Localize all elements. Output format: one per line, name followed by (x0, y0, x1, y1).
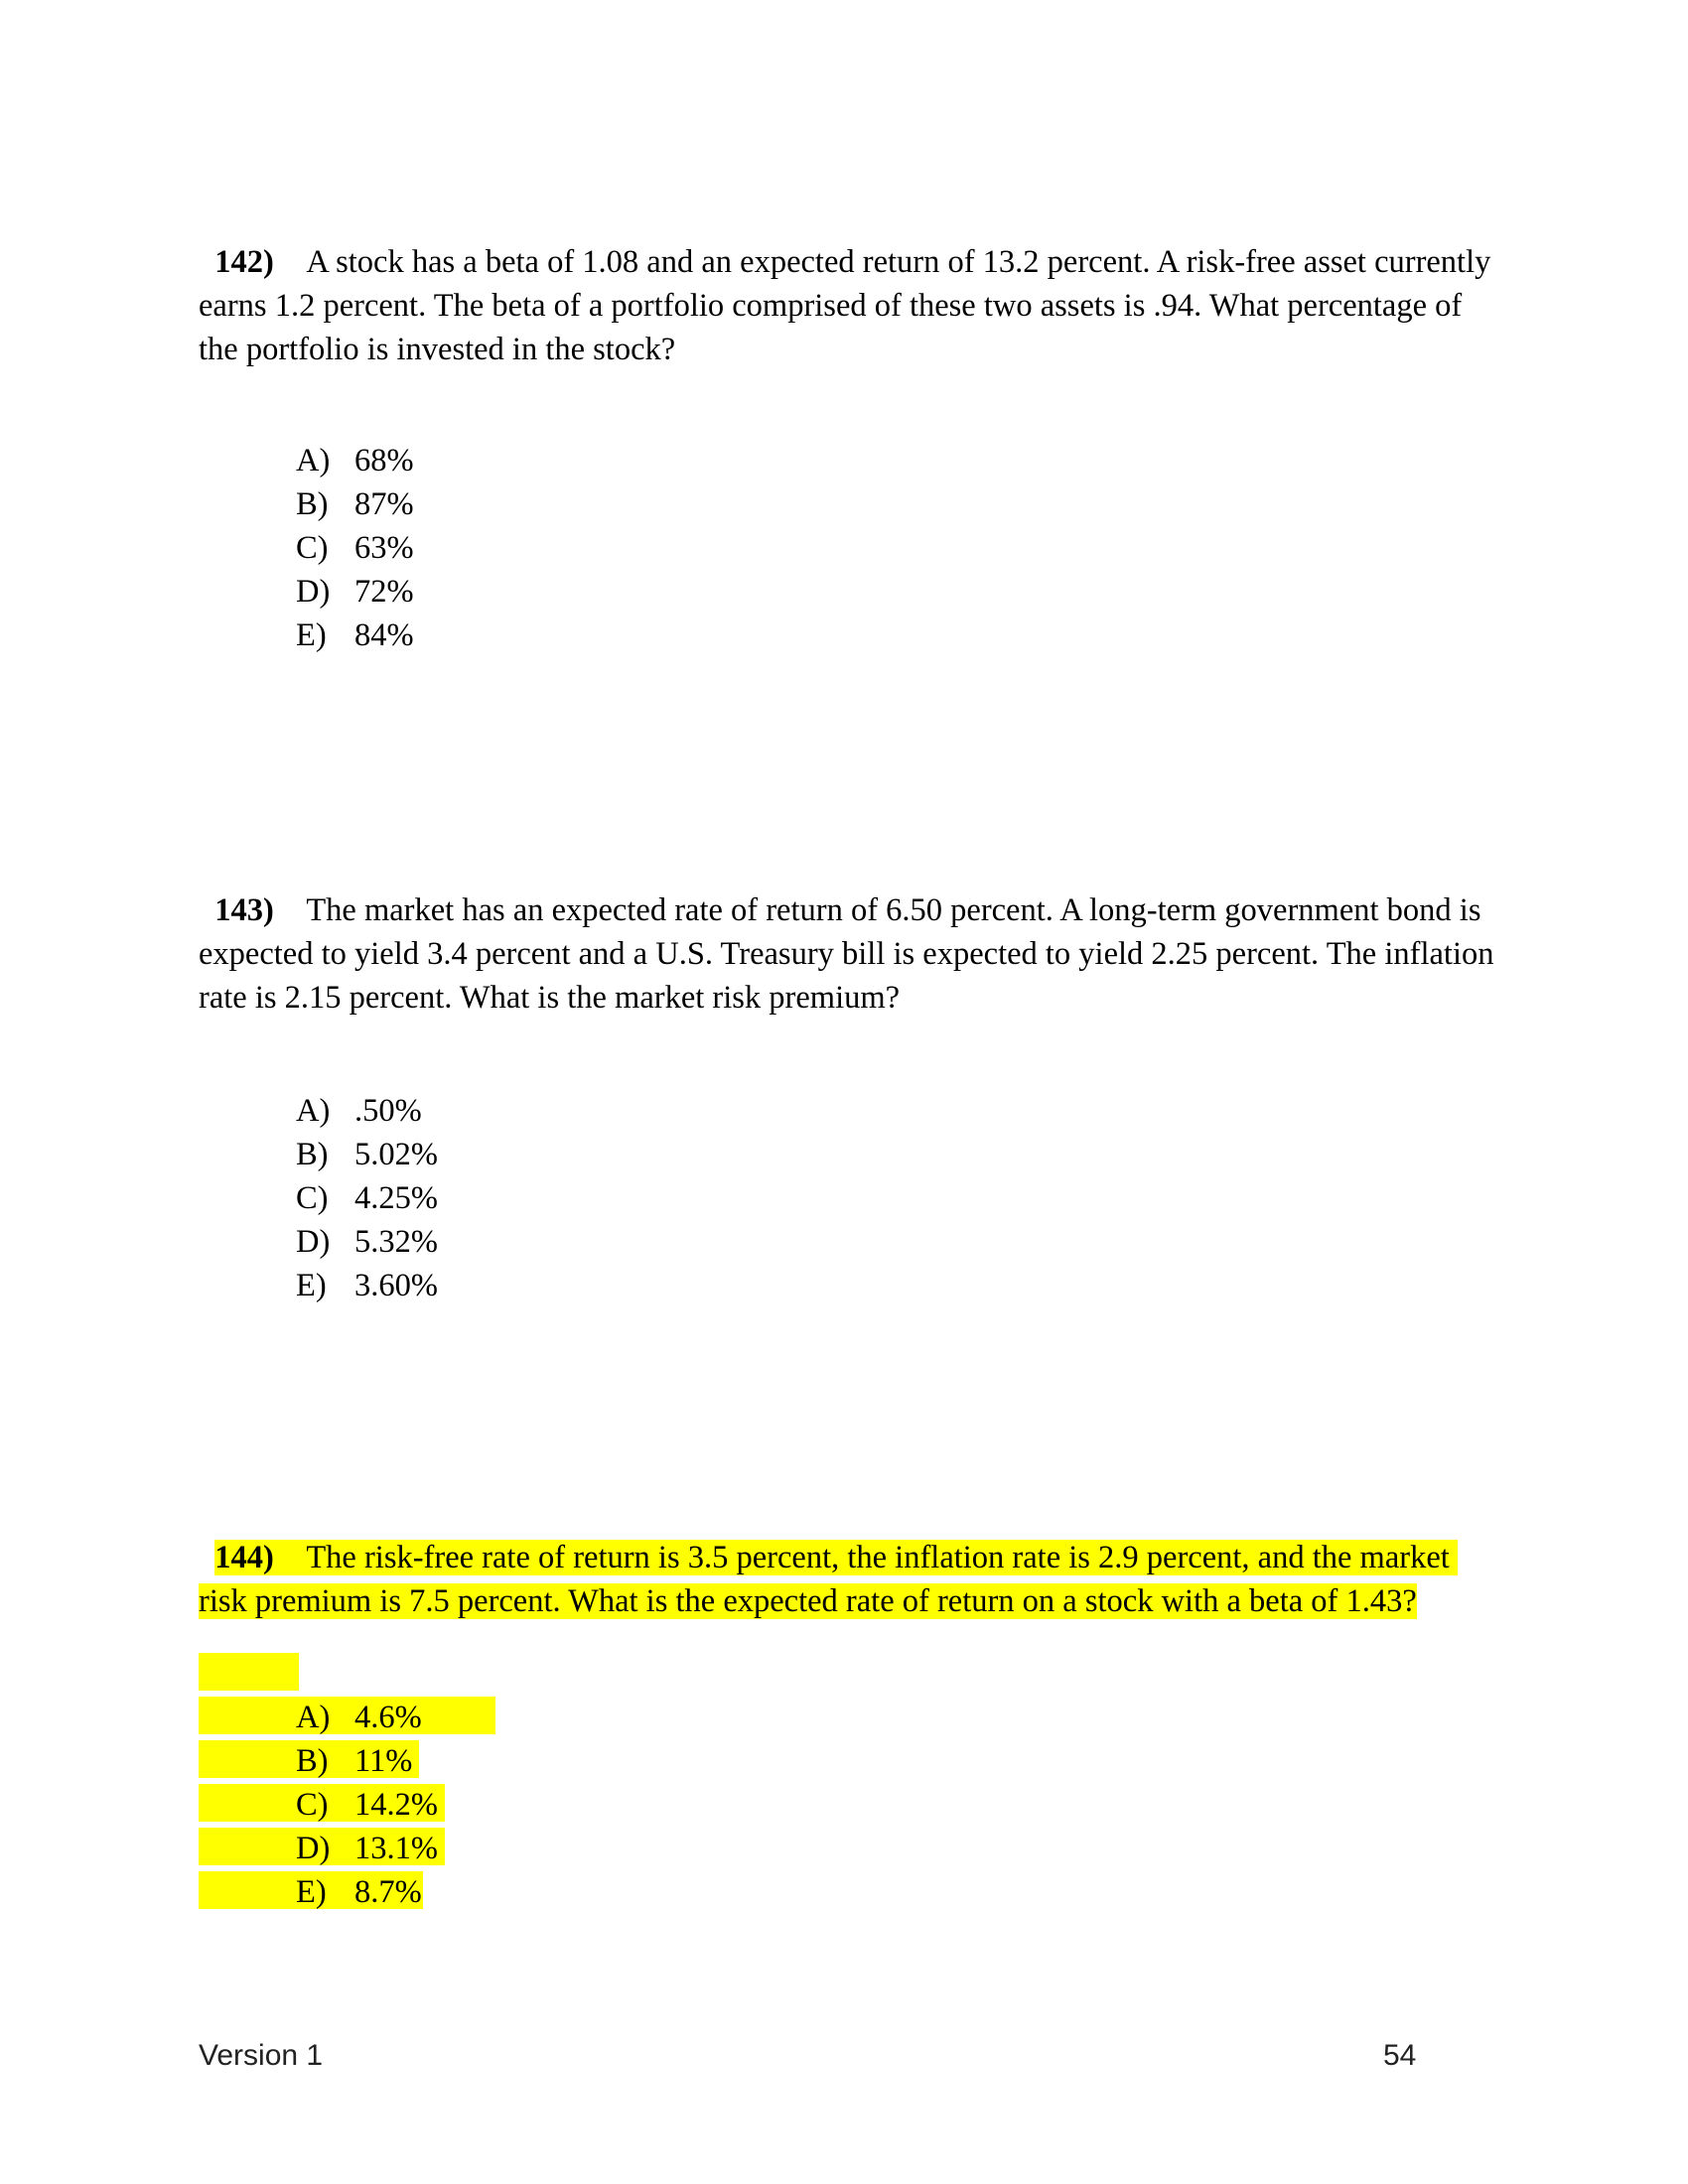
choice-letter: D) (296, 1831, 331, 1866)
footer-version: Version 1 (199, 2039, 324, 2072)
question-144 (199, 1492, 1499, 1623)
question-text: The risk-free rate of return is 3.5 percent, the inflation rate is 2.9 percent, and the market risk premium is 7.5 percent. What is the expected rate of return on a stock with a beta of 1.43? (199, 1540, 1458, 1619)
highlight-mark (199, 1653, 299, 1691)
choice-value: 5.32% (354, 1224, 438, 1260)
choice-value: 14.2% (354, 1787, 438, 1823)
question-number: 143) (214, 892, 274, 928)
choice-value: 84% (354, 617, 414, 653)
question-142 (199, 197, 1499, 371)
choice-letter: E) (296, 617, 327, 653)
choice-letter: C) (296, 530, 329, 566)
question-text: A stock has a beta of 1.08 and an expected return of 13.2 percent. A risk-free asset currently earns 1.2 percent. The beta of a portfolio comprised of these two assets is .94. What percentage of the portfolio is invested in the stock? (199, 244, 1499, 367)
choice-letter: A) (296, 443, 331, 478)
choice-value: 4.25% (354, 1180, 438, 1216)
choice-value: 5.02% (354, 1137, 438, 1172)
choice-letter: E) (296, 1268, 327, 1303)
choice-letter: A) (296, 1093, 331, 1129)
question-number: 142) (214, 244, 274, 280)
choice-value: 11% (354, 1743, 413, 1779)
choice-letter: C) (296, 1180, 329, 1216)
choice-letter: B) (296, 486, 329, 522)
choice-letter: A) (296, 1700, 331, 1735)
choice-value: 72% (354, 574, 414, 610)
page-number: 54 (1383, 2039, 1417, 2072)
choice-value: 13.1% (354, 1831, 438, 1866)
choice-letter: D) (296, 1224, 331, 1260)
choice-value: 68% (354, 443, 414, 478)
choice-letter: B) (296, 1743, 329, 1779)
question-number: 144) (214, 1540, 274, 1575)
choice-letter: B) (296, 1137, 329, 1172)
choice-letter: E) (296, 1874, 327, 1910)
choice-value: .50% (354, 1093, 422, 1129)
question-text: The market has an expected rate of return of 6.50 percent. A long-term government bond is expected to yield 3.4 percent and a U.S. Treasury bill is expected to yield 2.25 percent. The inflation rate is 2.15 percent. What is the market risk premium? (199, 892, 1502, 1016)
choice-value: 4.6% (354, 1700, 422, 1735)
choice-letter: D) (296, 574, 331, 610)
question-143 (199, 845, 1502, 1020)
highlight-mark (199, 1697, 495, 1734)
choice-value: 63% (354, 530, 414, 566)
choice-letter: C) (296, 1787, 329, 1823)
choice-value: 87% (354, 486, 414, 522)
choice-value: 8.7% (354, 1874, 422, 1910)
choice-value: 3.60% (354, 1268, 438, 1303)
